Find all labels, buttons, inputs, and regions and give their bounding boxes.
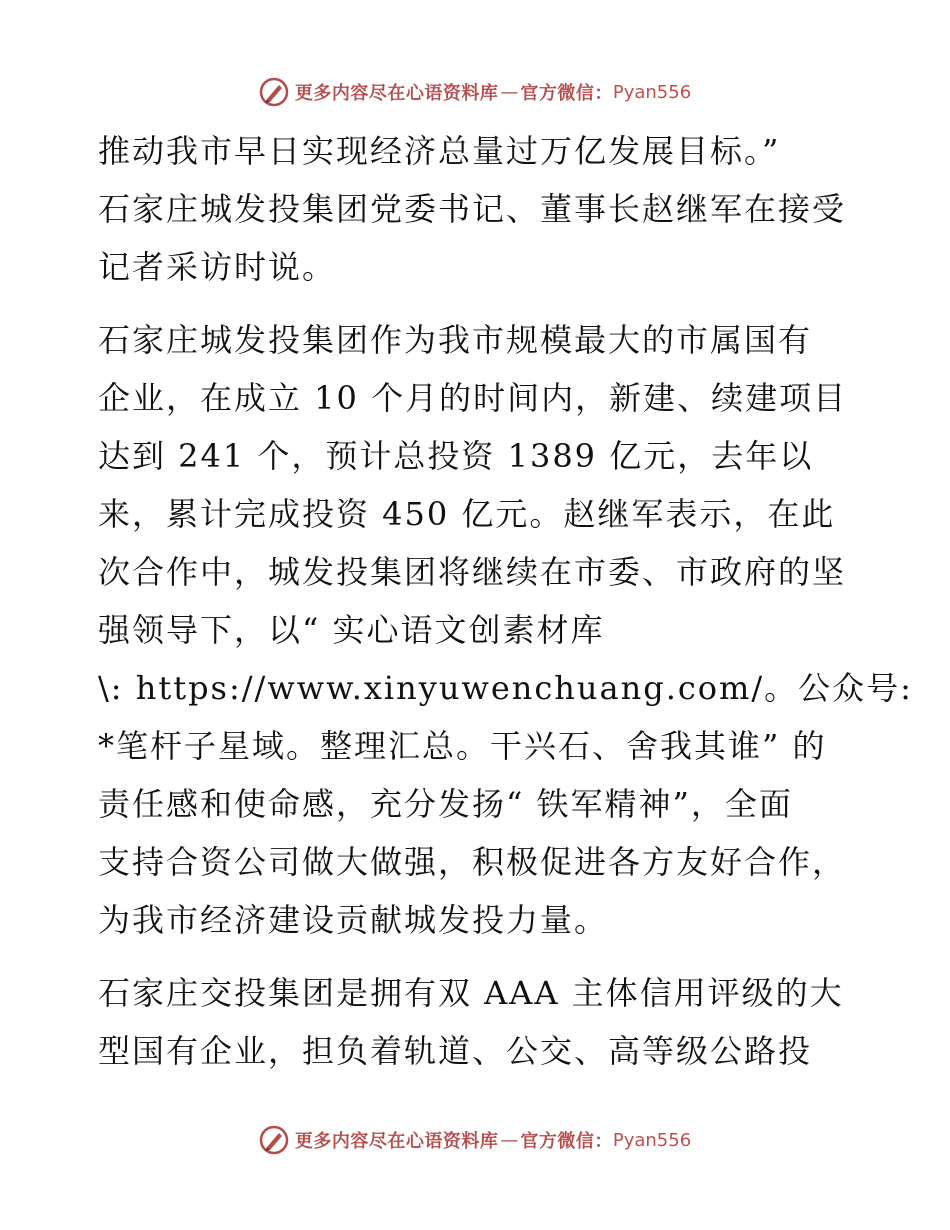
text-line: 推动我市早日实现经济总量过万亿发展目标。”	[98, 132, 781, 170]
footer-watermark	[0, 1120, 950, 1160]
watermark-account: Pyan556	[612, 1129, 692, 1151]
text-line: 企业，在成立 10 个月的时间内，新建、续建项目	[98, 379, 848, 417]
watermark-site-text: 更多内容尽在心语资料库	[294, 83, 499, 104]
watermark-site-text: 更多内容尽在心语资料库	[294, 1131, 499, 1152]
text-line: 次合作中，城发投集团将继续在市委、市政府的坚	[98, 553, 847, 591]
text-line: 达到 241 个，预计总投资 1389 亿元，去年以	[98, 437, 814, 475]
paragraph-2	[98, 311, 913, 949]
text-line: 石家庄交投集团是拥有双 AAA 主体信用评级的大	[98, 974, 844, 1012]
paragraph-1	[98, 122, 858, 296]
paragraph-3	[98, 964, 858, 1080]
watermark-label: 官方微信：	[520, 1131, 613, 1152]
pen-logo-icon	[259, 1125, 289, 1155]
text-line: 责任感和使命感，充分发扬“ 铁军精神”，全面	[98, 785, 793, 823]
text-line: 记者采访时说。	[98, 248, 337, 286]
document-body	[98, 122, 913, 1095]
text-line: 为我市经济建设贡献城发投力量。	[98, 901, 609, 939]
text-line: \: https://www.xinyuwenchuang.com/。公众号:	[98, 669, 913, 707]
watermark-dash: —	[500, 1129, 519, 1151]
header-watermark	[0, 72, 950, 112]
text-line: 石家庄城发投集团党委书记、董事长赵继军在接受	[98, 190, 847, 228]
watermark-label: 官方微信：	[520, 83, 613, 104]
pen-logo-icon	[259, 77, 289, 107]
text-line: *笔杆子星域。整理汇总。干兴石、舍我其谁” 的	[98, 727, 827, 765]
text-line: 石家庄城发投集团作为我市规模最大的市属国有	[98, 321, 813, 359]
text-line: 型国有企业，担负着轨道、公交、高等级公路投	[98, 1032, 813, 1070]
watermark-dash: —	[500, 81, 519, 103]
text-line: 强领导下，以“ 实心语文创素材库	[98, 611, 605, 649]
text-line: 支持合资公司做大做强，积极促进各方友好合作，	[98, 843, 847, 881]
text-line: 来，累计完成投资 450 亿元。赵继军表示，在此	[98, 495, 836, 533]
watermark-account: Pyan556	[612, 81, 692, 103]
